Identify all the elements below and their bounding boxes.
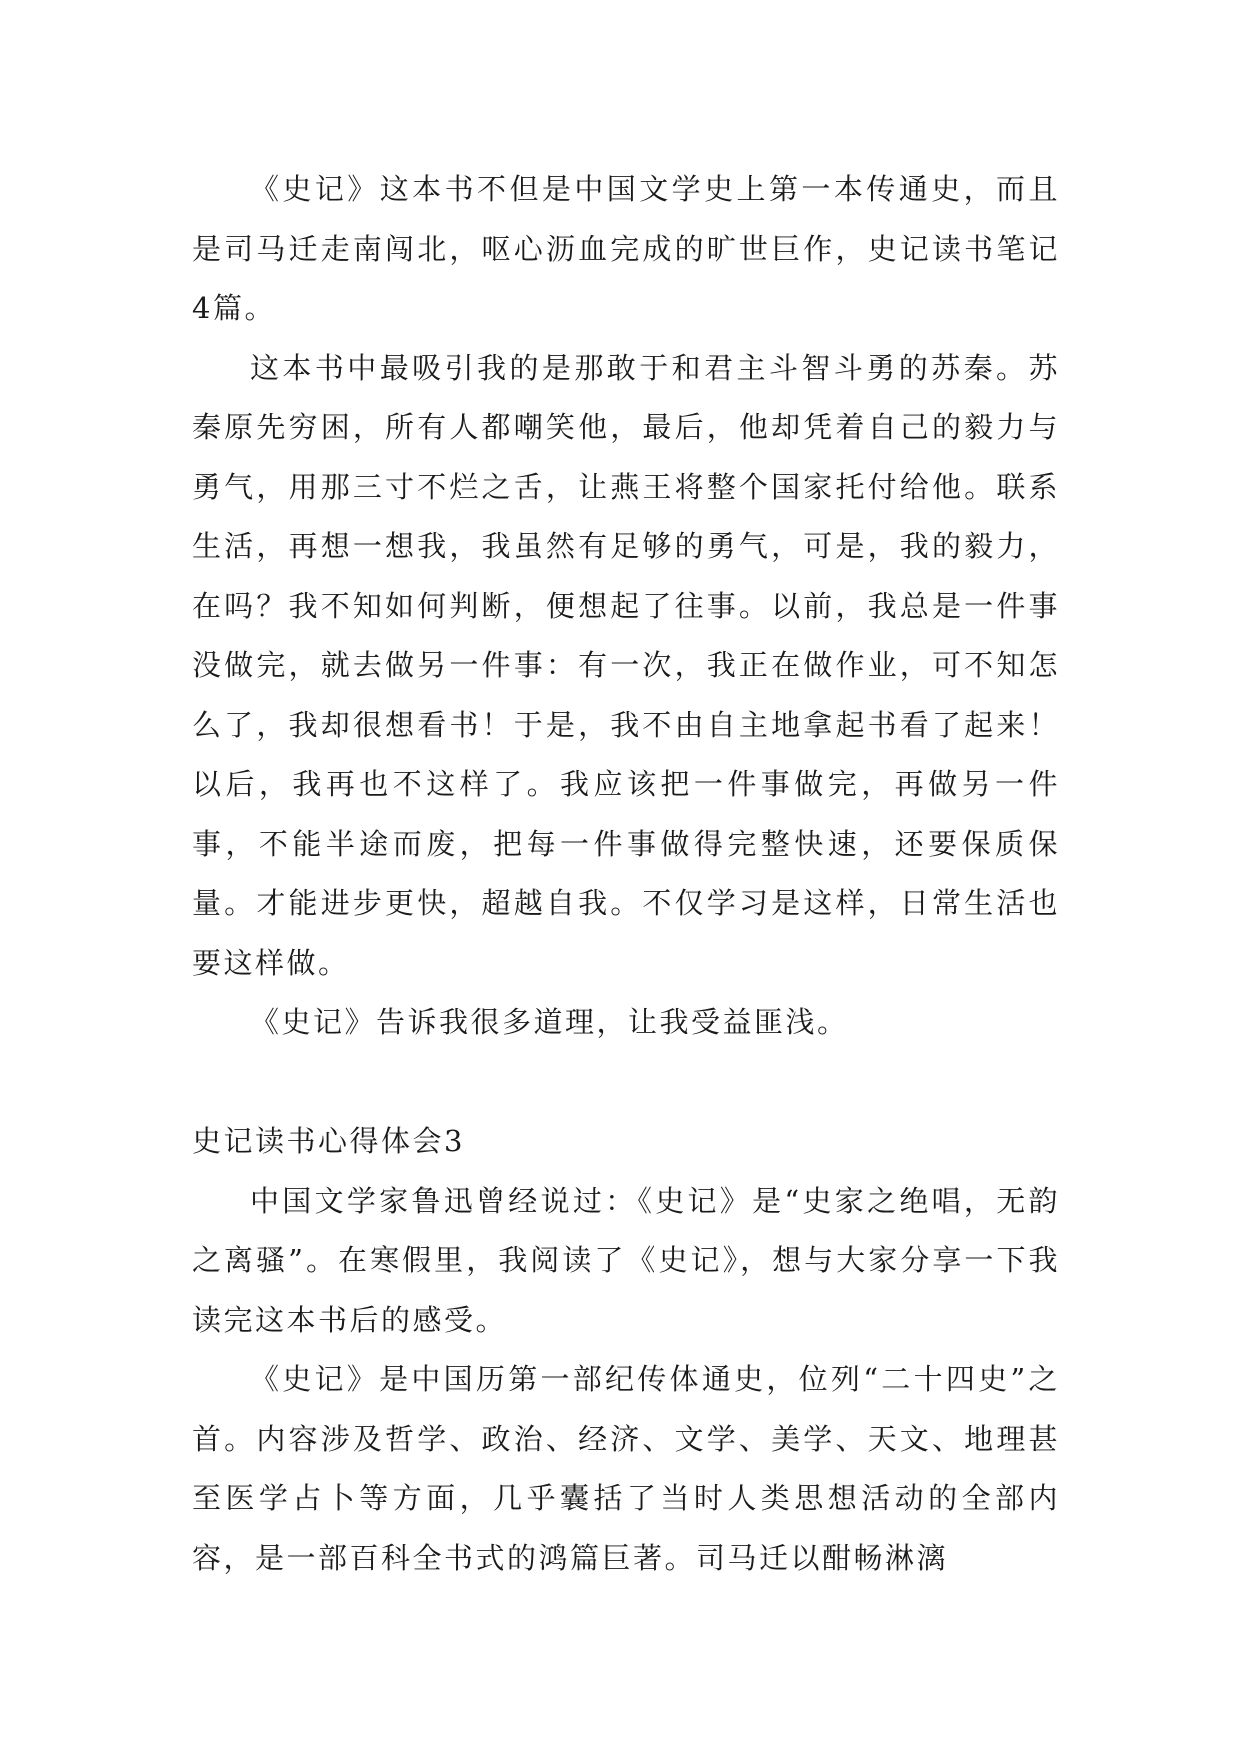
paragraph-shiji-intro: 《史记》这本书不但是中国文学史上第一本传通史，而且是司马迁走南闯北，呕心沥血完成的旷世巨作，史记读书笔记4篇。	[192, 172, 1060, 325]
paragraph-conclusion: 《史记》告诉我很多道理，让我受益匪浅。	[250, 1005, 849, 1039]
paragraph-su-qin: 这本书中最吸引我的是那敢于和君主斗智斗勇的苏秦。苏秦原先穷困，所有人都嘲笑他，最后，他却凭着自己的毅力与勇气，用那三寸不烂之舌，让燕王将整个国家托付给他。联系生活，再想一想我，我虽然有足够的勇气，可是，我的毅力，在吗？我不知如何判断，便想起了往事。以前，我总是一件事没做完，就去做另一件事：有一次，我正在做作业，可不知怎么了，我却很想看书！于是，我不由自主地拿起书看了起来！以后，我再也不这样了。我应该把一件事做完，再做另一件事，不能半途而废，把每一件事做得完整快速，还要保质保量。才能进步更快，超越自我。不仅学习是这样，日常生活也要这样做。	[192, 350, 1060, 980]
section-heading: 史记读书心得体会3	[192, 1124, 465, 1158]
document-body	[192, 160, 1060, 1588]
paragraph-shiji-overview: 《史记》是中国历第一部纪传体通史，位列“二十四史”之首。内容涉及哲学、政治、经济、文学、美学、天文、地理甚至医学占卜等方面，几乎囊括了当时人类思想活动的全部内容，是一部百科全书式的鸿篇巨著。司马迁以酣畅淋漓	[192, 1362, 1060, 1575]
paragraph-lu-xun-quote: 中国文学家鲁迅曾经说过：《史记》是“史家之绝唱，无韵之离骚”。在寒假里，我阅读了《史记》，想与大家分享一下我读完这本书后的感受。	[192, 1183, 1060, 1337]
